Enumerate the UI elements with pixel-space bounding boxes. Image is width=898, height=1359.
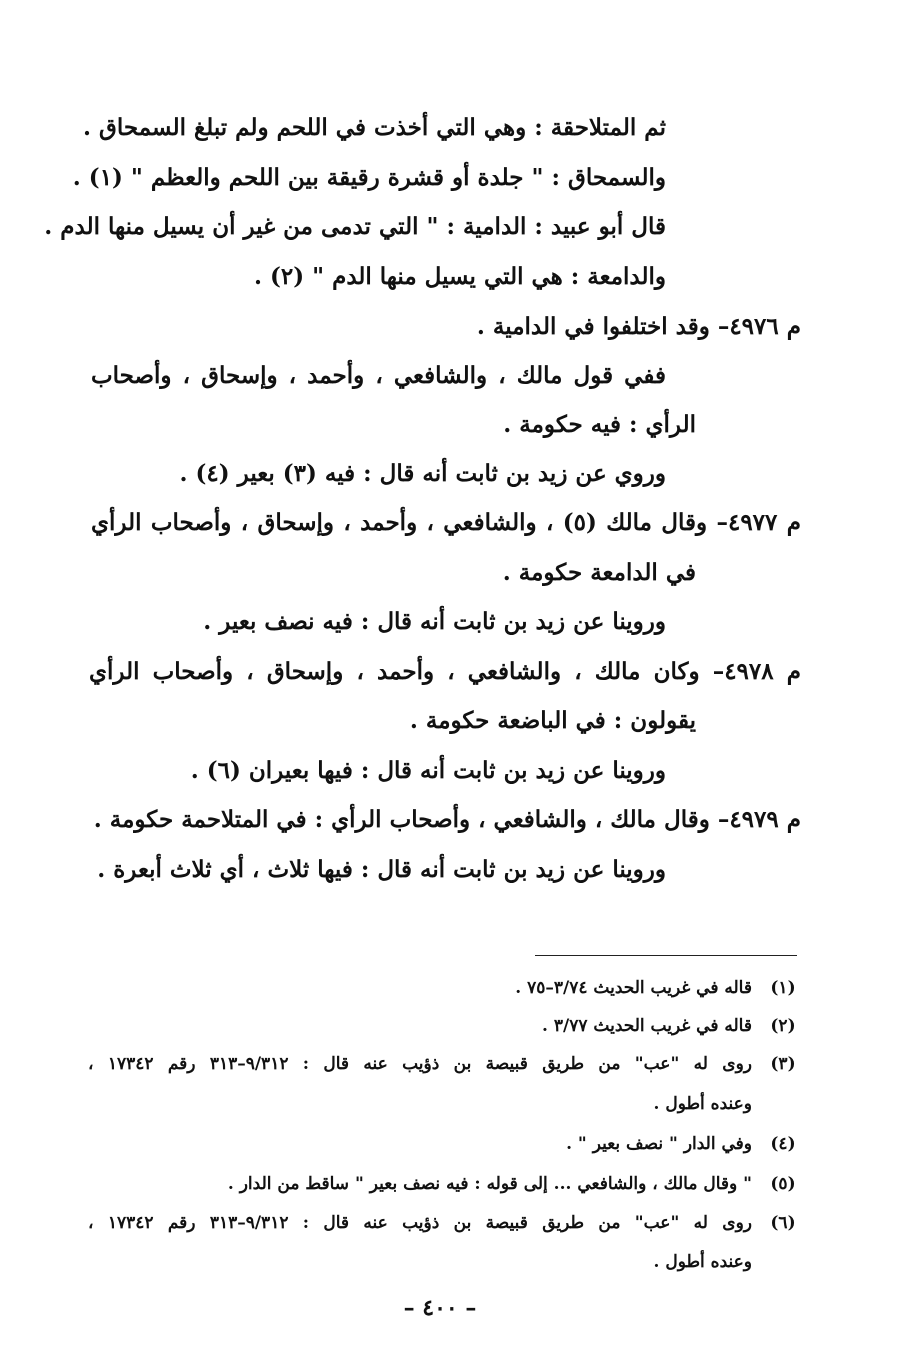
text-line: وروينا عن زيد بن ثابت أنه قال : فيها بعيران (٦) .	[190, 757, 666, 784]
text-line: وروي عن زيد بن ثابت أنه قال : فيه (٣) بعير (٤) .	[179, 460, 666, 487]
text-line: الرأي : فيه حكومة .	[503, 411, 696, 438]
text-line: ثم المتلاحقة : وهي التي أخذت في اللحم ولم تبلغ السمحاق .	[83, 114, 666, 141]
footnote-number: (٢)	[770, 1016, 796, 1036]
footnote-text: روى له "عب" من طريق قبيصة بن ذؤيب عنه قال : ٩/٣١٢–٣١٣ رقم ١٧٣٤٢ ،	[88, 1213, 752, 1233]
footnote-number: (٣)	[770, 1054, 796, 1074]
text-line: والدامعة : هي التي يسيل منها الدم " (٢) .	[253, 263, 666, 290]
paragraph-number-line: م ٤٩٧٩– وقال مالك ، والشافعي ، وأصحاب الرأي : في المتلاحمة حكومة .	[93, 806, 801, 833]
text-line: وروينا عن زيد بن ثابت أنه قال : فيها ثلاث ، أي ثلاث أبعرة .	[97, 856, 666, 883]
footnote-number: (١)	[770, 978, 796, 998]
footnote-text: " وقال مالك ، والشافعي ... إلى قوله : فيه نصف بعير " ساقط من الدار .	[227, 1174, 752, 1194]
footnote-separator	[535, 955, 797, 956]
footnote-text-continued: وعنده أطول .	[653, 1094, 752, 1114]
text-line: في الدامعة حكومة .	[502, 559, 696, 586]
footnote-text: روى له "عب" من طريق قبيصة بن ذؤيب عنه قال : ٩/٣١٢–٣١٣ رقم ١٧٣٤٢ ،	[88, 1054, 752, 1074]
footnote-number: (٥)	[770, 1174, 796, 1194]
paragraph-number-line: م ٤٩٧٧– وقال مالك (٥) ، والشافعي ، وأحمد ، وإسحاق ، وأصحاب الرأي	[91, 509, 801, 536]
footnote-text: وفي الدار " نصف بعير " .	[566, 1134, 752, 1154]
text-line: ففي قول مالك ، والشافعي ، وأحمد ، وإسحاق ، وأصحاب	[91, 362, 666, 389]
text-line: يقولون : في الباضعة حكومة .	[409, 707, 696, 734]
footnote-text: قاله في غريب الحديث ٣/٧٤–٧٥ .	[515, 978, 752, 998]
footnote-text: قاله في غريب الحديث ٣/٧٧ .	[542, 1016, 752, 1036]
text-line: قال أبو عبيد : الدامية : " التي تدمى من غير أن يسيل منها الدم .	[44, 213, 666, 240]
footnote-number: (٦)	[770, 1213, 796, 1233]
footnote-number: (٤)	[770, 1134, 796, 1154]
text-line: والسمحاق : " جلدة أو قشرة رقيقة بين اللحم والعظم " (١) .	[72, 164, 666, 191]
paragraph-number-line: م ٤٩٧٦– وقد اختلفوا في الدامية .	[476, 313, 801, 340]
page-number: – ٤٠٠ –	[403, 1295, 477, 1321]
paragraph-number-line: م ٤٩٧٨– وكان مالك ، والشافعي ، وأحمد ، وإسحاق ، وأصحاب الرأي	[89, 658, 801, 685]
footnote-text-continued: وعنده أطول .	[653, 1252, 752, 1272]
text-line: وروينا عن زيد بن ثابت أنه قال : فيه نصف بعير .	[203, 608, 666, 635]
